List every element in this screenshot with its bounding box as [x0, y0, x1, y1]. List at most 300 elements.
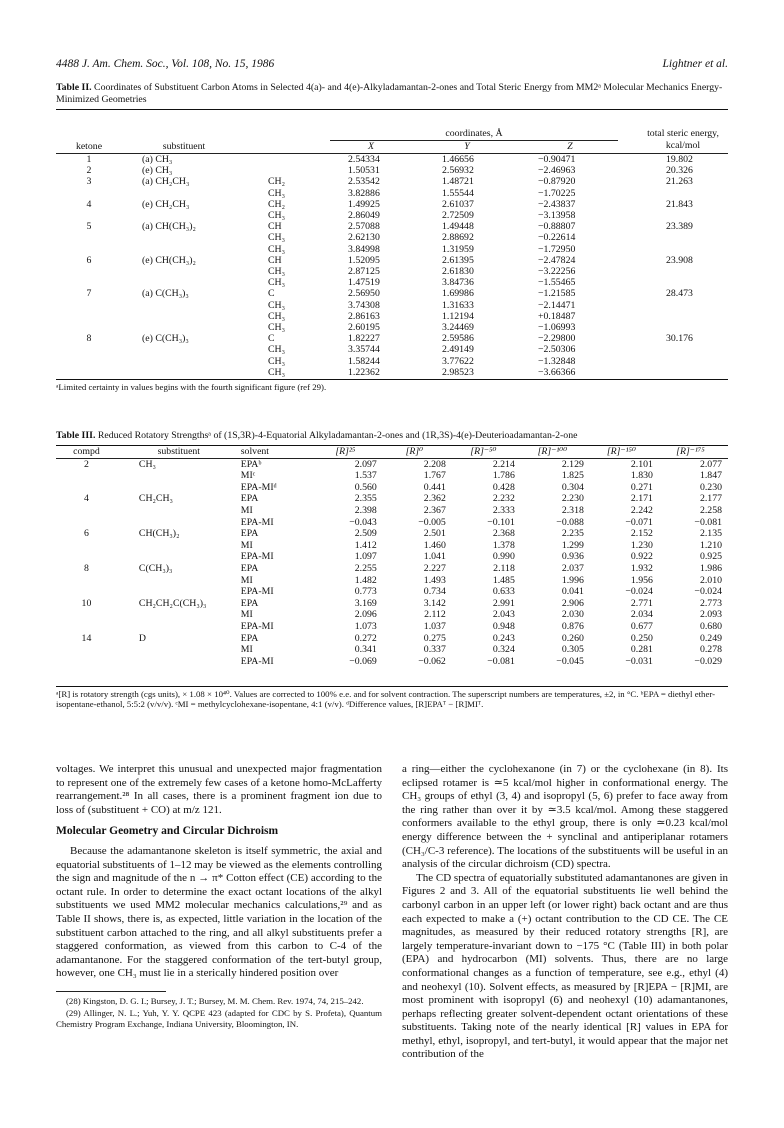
rotatory-strength-cell: −0.071 [625, 516, 653, 528]
compound-cell [56, 644, 117, 656]
rotatory-strength-cell: 1.460 [423, 539, 446, 551]
ketone-cell [56, 232, 122, 243]
table-row [56, 199, 728, 210]
rotatory-strength-cell: 0.275 [423, 632, 446, 644]
compound-cell [56, 656, 117, 668]
solvent-cell: EPAᵇ [240, 458, 262, 470]
energy-cell [618, 244, 728, 255]
energy-cell: 23.908 [666, 254, 693, 266]
energy-cell [618, 210, 728, 221]
left-column [56, 763, 382, 1031]
energy-cell: 23.389 [666, 221, 693, 233]
rotatory-strength-cell: 2.077 [699, 458, 722, 470]
rotatory-strength-cell: 2.227 [423, 562, 446, 574]
rotatory-strength-cell: 1.986 [699, 562, 722, 574]
x-cell: 3.35744 [348, 344, 380, 356]
rotatory-strength-cell: 1.412 [354, 539, 377, 551]
rotatory-strength-cell: 2.367 [423, 504, 446, 516]
table-row [56, 633, 728, 645]
x-cell: 2.54334 [348, 154, 380, 165]
group-cell: CH₃ [268, 344, 286, 356]
section-heading: Molecular Geometry and Circular Dichroism [56, 825, 279, 838]
table2-bottom-rule [56, 379, 728, 380]
table-row [56, 621, 728, 633]
ketone-cell: 7 [86, 288, 92, 300]
x-cell: 2.62130 [348, 232, 380, 244]
z-cell: −1.70225 [538, 187, 576, 199]
solvent-cell: EPA-MI [240, 620, 274, 632]
left-paragraph-1: voltages. We interpret this unusual and unexpected major fragmentation to represent one of the extremely few cases of a ketone homo-McLafferty rearrangement.²⁸ In all cases, there is a prominent fragment ion due to loss of (substituent + CO) at m/z 121. [56, 763, 382, 816]
energy-cell: 19.802 [666, 154, 693, 165]
rotatory-strength-cell: 1.230 [630, 539, 653, 551]
solvent-cell: EPA-MI [240, 516, 274, 528]
substituent-cell [122, 311, 246, 322]
rotatory-strength-cell: −0.062 [418, 655, 446, 667]
group-cell: CH₂ [268, 198, 286, 210]
table-row [56, 266, 728, 277]
ketone-cell [56, 367, 122, 378]
rotatory-strength-cell: 2.355 [354, 493, 377, 505]
compound-cell [56, 517, 117, 529]
running-header [56, 58, 728, 74]
rotatory-strength-cell: 3.142 [423, 597, 446, 609]
rotatory-strength-cell: 0.324 [492, 644, 515, 656]
rotatory-strength-cell: 2.501 [423, 528, 446, 540]
rotatory-strength-cell: −0.029 [694, 655, 722, 667]
energy-cell [618, 322, 728, 333]
x-cell: 3.84998 [348, 243, 380, 255]
table3-header-cell: compd [73, 446, 100, 457]
rotatory-strength-cell: 2.362 [423, 493, 446, 505]
group-cell: CH₂ [268, 176, 286, 188]
group-cell: CH₃ [268, 277, 286, 289]
table-row [56, 176, 728, 187]
compound-cell [56, 551, 117, 563]
table2-body [56, 154, 728, 379]
substituent-cell [117, 644, 241, 656]
substituent-cell [122, 322, 246, 333]
rotatory-strength-cell: 0.260 [561, 632, 584, 644]
substituent-cell: CH(CH₃)₂ [138, 528, 180, 540]
substituent-cell [117, 586, 241, 598]
rotatory-strength-cell: 0.041 [561, 586, 584, 598]
rotatory-strength-cell: 0.936 [561, 551, 584, 563]
table-row [56, 482, 728, 494]
table-row [56, 598, 728, 610]
table-row [56, 244, 728, 255]
z-cell: −2.29800 [538, 333, 576, 345]
solvent-cell: EPA-MIᵈ [240, 481, 277, 493]
rotatory-strength-cell: 0.734 [423, 586, 446, 598]
rotatory-strength-cell: −0.081 [694, 516, 722, 528]
table3-bottom-rule [56, 686, 728, 687]
compound-cell: 4 [84, 493, 89, 505]
substituent-cell [117, 656, 241, 668]
solvent-cell: EPA [240, 493, 259, 505]
substituent-cell [117, 609, 241, 621]
x-cell: 3.82886 [348, 187, 380, 199]
table3-caption [56, 430, 728, 442]
rotatory-strength-cell: 2.030 [561, 609, 584, 621]
table-row [56, 367, 728, 378]
y-cell: 1.69986 [442, 288, 474, 300]
rotatory-strength-cell: 0.428 [492, 481, 515, 493]
table-row [56, 644, 728, 656]
rotatory-strength-cell: −0.043 [349, 516, 377, 528]
rotatory-strength-cell: 2.010 [699, 574, 722, 586]
rotatory-strength-cell: 1.830 [630, 470, 653, 482]
table2-y-header: Y [464, 141, 470, 152]
table2-x-header: X [368, 141, 374, 152]
ketone-cell: 3 [86, 176, 92, 188]
rotatory-strength-cell: 2.093 [699, 609, 722, 621]
rotatory-strength-cell: 2.037 [561, 562, 584, 574]
rotatory-strength-cell: 0.441 [423, 481, 446, 493]
x-cell: 1.49925 [348, 198, 380, 210]
right-paragraph-2: The CD spectra of equatorially substituted adamantanones are given in Figures 2 and 3. All of the equatorial substituents lie well behind the carbonyl carbon in an upper left (or lower right) back octant and are thus each expected to make a (+) octant contribution to the CD CE. The CE magnitudes, as measured by their reduced rotatory strengths [R], are largely temperature-invariant down to −175 °C (Table III) in both polar (EPA) and hydrocarbon (MI) solvents. Thus, there are no large conformational changes as a function of temperature, see e.g., ethyl (4) and neohexyl (10). Solvent effects, as measured by [R]EPA − [R]MI, are most prominent with isopropyl (6) and neohexyl (10) adamantanones, perhaps reflecting greater solvent-dependent octant orientations of these substituents. Taking note of the nearly identical [R] values in EPA for methyl, ethyl, isopropyl, and tert-butyl, it would appear that the major net contribution of the [402, 871, 728, 1061]
table3-body [56, 458, 728, 667]
table-row [56, 656, 728, 668]
y-cell: 3.24469 [442, 322, 474, 334]
group-cell: CH₃ [268, 266, 286, 278]
rotatory-strength-cell: 2.129 [561, 458, 584, 470]
rotatory-strength-cell: 0.304 [561, 481, 584, 493]
group-cell: CH₃ [268, 243, 286, 255]
rotatory-strength-cell: 1.299 [561, 539, 584, 551]
substituent-cell [117, 517, 241, 529]
substituent-cell: (a) CH₂CH₃ [142, 176, 190, 188]
rotatory-strength-cell: 2.991 [492, 597, 515, 609]
x-cell: 2.57088 [348, 221, 380, 233]
substituent-cell: (a) CH(CH₃)₂ [142, 221, 196, 233]
table-row [56, 356, 728, 367]
rotatory-strength-cell: 2.208 [423, 458, 446, 470]
substituent-cell [117, 470, 241, 482]
rotatory-strength-cell: 2.135 [699, 528, 722, 540]
solvent-cell: MI [240, 574, 253, 586]
rotatory-strength-cell: 2.096 [354, 609, 377, 621]
z-cell: −2.43837 [538, 198, 576, 210]
substituent-cell: (a) C(CH₃)₃ [142, 288, 189, 300]
solvent-cell: EPA [240, 562, 259, 574]
x-cell: 2.86049 [348, 210, 380, 222]
rotatory-strength-cell: 2.232 [492, 493, 515, 505]
table3-header-cell: [R]⁻¹⁰⁰ [537, 446, 568, 457]
energy-cell: 30.176 [666, 333, 693, 345]
rotatory-strength-cell: 2.235 [561, 528, 584, 540]
table3-header-cell: substituent [157, 446, 201, 457]
rotatory-strength-cell: −0.005 [418, 516, 446, 528]
table-row [56, 210, 728, 221]
substituent-cell [122, 210, 246, 221]
substituent-cell [122, 300, 246, 311]
table3-header-cell: solvent [240, 446, 270, 457]
substituent-cell: CH₂CH₂C(CH₃)₃ [138, 597, 207, 609]
substituent-cell: (e) CH₂CH₃ [142, 198, 190, 210]
solvent-cell: MIᶜ [240, 470, 256, 482]
table-row [56, 322, 728, 333]
table-row [56, 277, 728, 288]
rotatory-strength-cell: 2.118 [493, 562, 515, 574]
compound-cell: 2 [84, 458, 89, 470]
table3-header-cell: [R]⁰ [405, 446, 424, 457]
rotatory-strength-cell: 1.825 [561, 470, 584, 482]
z-cell: −0.88807 [538, 221, 576, 233]
table3-label: Table III. [56, 430, 96, 441]
table3-footnote: ᵃ[R] is rotatory strength (cgs units), × 1.08 × 10⁴⁰. Values are corrected to 100% e.e. and for solvent contraction. The superscript numbers are temperatures, ±2, in °C. ᵇEPA = diethyl ether-isopentane-ethanol, 5:5:2 (v/v/v). ᶜMI = methylcyclohexane-isopentane, 4:1 (v/v). ᵈDifference values, [R]EPAᵀ − [R]MIᵀ. [56, 689, 716, 710]
rotatory-strength-cell: 2.101 [630, 458, 653, 470]
x-cell: 3.74308 [348, 299, 380, 311]
group-cell: CH₃ [268, 355, 286, 367]
rotatory-strength-cell: 0.272 [354, 632, 377, 644]
table3-caption-text: Reduced Rotatory Strengthsᵃ of (1S,3R)-4-Equatorial Alkyladamantan-2-ones and (1R,3S)-4(e)-Deuterioadamantan-2-one [97, 430, 578, 441]
substituent-cell [122, 232, 246, 243]
rotatory-strength-cell: 1.996 [561, 574, 584, 586]
group-cell [246, 154, 330, 166]
table3-header-cell: [R]⁻⁵⁰ [470, 446, 497, 457]
table-row [56, 528, 728, 540]
rotatory-strength-cell: 1.956 [630, 574, 653, 586]
ketone-cell: 1 [86, 154, 92, 165]
rotatory-strength-cell: 2.152 [630, 528, 653, 540]
table-row [56, 505, 728, 517]
solvent-cell: EPA-MI [240, 655, 274, 667]
group-cell: C [268, 288, 275, 300]
substituent-cell: (a) CH₃ [142, 154, 173, 165]
y-cell: 1.46656 [442, 154, 474, 165]
substituent-cell [122, 344, 246, 355]
compound-cell [56, 609, 117, 621]
rotatory-strength-cell: −0.081 [487, 655, 515, 667]
table-row [56, 551, 728, 563]
energy-cell [618, 266, 728, 277]
table-row [56, 311, 728, 322]
table-row [56, 493, 728, 505]
substituent-cell [122, 244, 246, 255]
table-row [56, 300, 728, 311]
table-row [56, 154, 728, 166]
rotatory-strength-cell: 0.948 [492, 620, 515, 632]
ketone-cell: 6 [86, 254, 92, 266]
z-cell: −3.66366 [538, 366, 576, 378]
energy-cell [618, 300, 728, 311]
group-cell: CH₃ [268, 232, 286, 244]
substituent-cell [117, 505, 241, 517]
rotatory-strength-cell: 0.250 [630, 632, 653, 644]
rotatory-strength-cell: 2.773 [699, 597, 722, 609]
ketone-cell [56, 244, 122, 255]
z-cell: −2.47824 [538, 254, 576, 266]
compound-cell [56, 540, 117, 552]
rotatory-strength-cell: 1.041 [423, 551, 446, 563]
ketone-cell [56, 344, 122, 355]
rotatory-strength-cell: 1.482 [354, 574, 377, 586]
rotatory-strength-cell: 1.037 [423, 620, 446, 632]
table-row [56, 333, 728, 344]
rotatory-strength-cell: 1.073 [354, 620, 377, 632]
y-cell: 1.55544 [442, 187, 474, 199]
z-cell: −0.87920 [538, 176, 576, 188]
group-cell [246, 165, 330, 176]
energy-cell [618, 311, 728, 322]
z-cell: −2.14471 [538, 299, 576, 311]
compound-cell [56, 470, 117, 482]
rotatory-strength-cell: 1.378 [492, 539, 515, 551]
rotatory-strength-cell: 1.767 [423, 470, 446, 482]
compound-cell: 8 [84, 562, 89, 574]
rotatory-strength-cell: 1.786 [492, 470, 515, 482]
rotatory-strength-cell: 2.318 [561, 504, 584, 516]
rotatory-strength-cell: 2.255 [354, 562, 377, 574]
ketone-cell: 2 [86, 165, 92, 177]
table3-header-row [56, 446, 728, 458]
z-cell: −0.90471 [538, 154, 576, 165]
y-cell: 1.31959 [442, 243, 474, 255]
ketone-cell [56, 356, 122, 367]
x-cell: 1.47519 [348, 277, 380, 289]
y-cell: 1.48721 [442, 176, 474, 188]
z-cell: −1.21585 [538, 288, 576, 300]
table-row [56, 165, 728, 176]
compound-cell [56, 586, 117, 598]
group-cell: CH [268, 254, 282, 266]
rotatory-strength-cell: −0.088 [556, 516, 584, 528]
substituent-cell: CH₃ [138, 458, 156, 470]
rotatory-strength-cell: 2.333 [492, 504, 515, 516]
rotatory-strength-cell: 1.932 [630, 562, 653, 574]
rotatory-strength-cell: 0.230 [699, 481, 722, 493]
group-cell: CH₃ [268, 210, 286, 222]
table2-energy-header: total steric energy, kcal/mol [647, 128, 719, 151]
rotatory-strength-cell: 0.271 [630, 481, 653, 493]
author-header: Lightner et al. [662, 58, 728, 70]
rotatory-strength-cell: 0.305 [561, 644, 584, 656]
table-row [56, 255, 728, 266]
x-cell: 1.82227 [348, 333, 380, 345]
references-rule [56, 991, 166, 992]
z-cell: −2.50306 [538, 344, 576, 356]
table2-caption [56, 82, 728, 106]
x-cell: 2.86163 [348, 310, 380, 322]
group-cell: CH₃ [268, 187, 286, 199]
energy-cell: 28.473 [666, 288, 693, 300]
table-row [56, 586, 728, 598]
table-row [56, 470, 728, 482]
rotatory-strength-cell: 2.177 [699, 493, 722, 505]
rotatory-strength-cell: 2.034 [630, 609, 653, 621]
substituent-cell [122, 367, 246, 378]
table-row [56, 517, 728, 529]
rotatory-strength-cell: 2.398 [354, 504, 377, 516]
energy-cell [618, 367, 728, 378]
compound-cell: 14 [81, 632, 92, 644]
z-cell: −0.22614 [538, 232, 576, 244]
y-cell: 2.88692 [442, 232, 474, 244]
y-cell: 2.98523 [442, 366, 474, 378]
solvent-cell: EPA [240, 597, 259, 609]
table-row [56, 458, 728, 470]
rotatory-strength-cell: 0.925 [699, 551, 722, 563]
rotatory-strength-cell: 2.112 [424, 609, 446, 621]
ketone-cell [56, 322, 122, 333]
energy-cell [618, 356, 728, 367]
group-cell: CH₃ [268, 366, 286, 378]
rotatory-strength-cell: 0.922 [630, 551, 653, 563]
rotatory-strength-cell: 2.242 [630, 504, 653, 516]
x-cell: 1.22362 [348, 366, 380, 378]
ketone-cell [56, 188, 122, 199]
journal-citation: 4488 J. Am. Chem. Soc., Vol. 108, No. 15, 1986 [56, 58, 275, 70]
rotatory-strength-cell: 2.043 [492, 609, 515, 621]
substituent-cell [117, 621, 241, 633]
group-cell: CH₃ [268, 322, 286, 334]
table3-header-cell: [R]²⁵ [335, 446, 356, 457]
rotatory-strength-cell: 2.097 [354, 458, 377, 470]
substituent-cell [122, 188, 246, 199]
solvent-cell: EPA [240, 528, 259, 540]
ketone-cell: 8 [86, 333, 92, 345]
z-cell: −2.46963 [538, 165, 576, 177]
substituent-cell [122, 266, 246, 277]
rotatory-strength-cell: 2.368 [492, 528, 515, 540]
table-row [56, 609, 728, 621]
x-cell: 2.53542 [348, 176, 380, 188]
table-row [56, 575, 728, 587]
z-cell: +0.18487 [538, 310, 576, 322]
table2-footnote: ᵃLimited certainty in values begins with the fourth significant figure (ref 29). [56, 382, 327, 392]
substituent-cell: CH₂CH₃ [138, 493, 173, 505]
y-cell: 2.49149 [442, 344, 474, 356]
rotatory-strength-cell: 0.337 [423, 644, 446, 656]
rotatory-strength-cell: 1.097 [354, 551, 377, 563]
solvent-cell: EPA-MI [240, 586, 274, 598]
rotatory-strength-cell: −0.045 [556, 655, 584, 667]
ketone-cell: 5 [86, 221, 92, 233]
table2-ketone-header: ketone [75, 140, 103, 152]
z-cell: −3.13958 [538, 210, 576, 222]
z-cell: −1.32848 [538, 355, 576, 367]
table2-substituent-header: substituent [162, 140, 206, 152]
substituent-cell: D [138, 632, 146, 644]
rotatory-strength-cell: 0.990 [492, 551, 515, 563]
x-cell: 2.56950 [348, 288, 380, 300]
z-cell: −1.06993 [538, 322, 576, 334]
group-cell: CH₃ [268, 299, 286, 311]
y-cell: 2.59586 [442, 333, 474, 345]
compound-cell: 6 [84, 528, 89, 540]
compound-cell [56, 505, 117, 517]
table-row [56, 188, 728, 199]
y-cell: 2.56932 [442, 165, 474, 177]
y-cell: 2.61037 [442, 198, 474, 210]
x-cell: 1.52095 [348, 254, 380, 266]
rotatory-strength-cell: 3.169 [354, 597, 377, 609]
substituent-cell: (e) CH(CH₃)₂ [142, 254, 196, 266]
reference-29: (29) Allinger, N. L.; Yuh, Y. Y. QCPE 423 (adapted for CDC by S. Profeta), Quantum Chemistry Program Exchange, Indiana University, Bloomington, IN. [56, 1008, 382, 1029]
group-cell: CH [268, 221, 282, 233]
table-row [56, 221, 728, 232]
rotatory-strength-cell: 1.485 [492, 574, 515, 586]
substituent-cell [122, 356, 246, 367]
energy-cell [618, 277, 728, 288]
y-cell: 2.61830 [442, 266, 474, 278]
rotatory-strength-cell: 2.509 [354, 528, 377, 540]
rotatory-strength-cell: 0.281 [630, 644, 653, 656]
rotatory-strength-cell: 1.210 [699, 539, 722, 551]
rotatory-strength-cell: 1.847 [699, 470, 722, 482]
rotatory-strength-cell: 0.773 [354, 586, 377, 598]
table2-coord-group-header: coordinates, Å [330, 128, 618, 141]
